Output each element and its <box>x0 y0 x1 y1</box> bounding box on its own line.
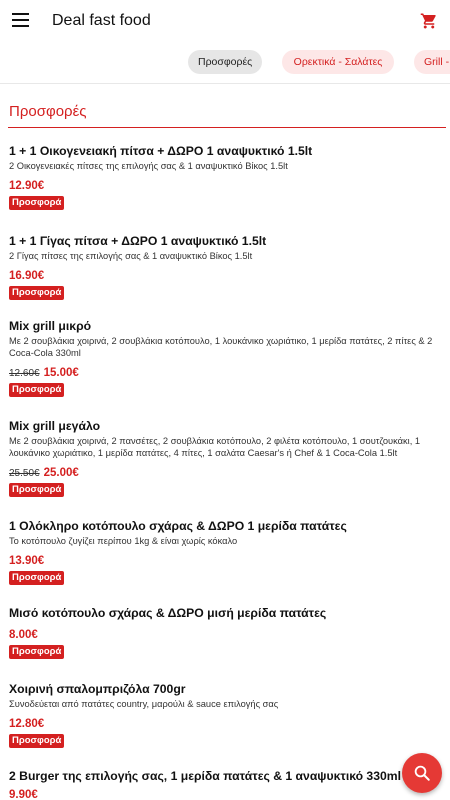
price-row <box>9 268 449 282</box>
item-old-price: 12.60€ <box>9 368 40 379</box>
price-row <box>9 465 449 479</box>
offer-badge: Προσφορά <box>9 734 64 748</box>
tab-offers[interactable]: Προσφορές <box>188 50 262 74</box>
item-name: Χοιρινή σπαλομπριζόλα 700gr <box>9 682 186 696</box>
price-row <box>9 787 449 800</box>
tab-grill[interactable]: Grill - <box>414 50 450 74</box>
category-tabs <box>0 50 450 76</box>
price-row <box>9 365 449 379</box>
section-title: Προσφορές <box>9 103 87 120</box>
offer-badge: Προσφορά <box>9 286 64 300</box>
item-price: 15.00€ <box>43 367 79 379</box>
menu-item[interactable] <box>9 144 449 210</box>
menu-item[interactable] <box>9 519 449 585</box>
item-price: 8.00€ <box>9 629 38 641</box>
item-price: 16.90€ <box>9 270 45 282</box>
hamburger-menu-icon[interactable] <box>12 13 29 27</box>
item-old-price: 25.50€ <box>9 468 40 479</box>
item-description: Συνοδεύεται από πατάτες country, μαρούλι & sauce επιλογής σας <box>9 699 279 709</box>
item-name: 2 Burger της επιλογής σας, 1 μερίδα πατάτες & 1 αναψυκτικό 330ml <box>9 769 401 783</box>
item-name: Mix grill μεγάλο <box>9 419 101 433</box>
item-price: 13.90€ <box>9 555 45 567</box>
item-description: Το κοτόπουλο ζυγίζει περίπου 1kg & είναι χωρίς κόκαλο <box>9 536 238 546</box>
search-button[interactable] <box>402 753 442 793</box>
item-price: 25.00€ <box>43 467 79 479</box>
item-name: 1 Ολόκληρο κοτόπουλο σχάρας & ΔΩΡΟ 1 μερίδα πατάτες <box>9 519 347 533</box>
item-description: 2 Γίγας πίτσες της επιλογής σας & 1 αναψυκτικό Βίκος 1.5lt <box>9 251 253 261</box>
offer-badge: Προσφορά <box>9 571 64 585</box>
tab-appetizers-salads[interactable]: Ορεκτικά - Σαλάτες <box>282 50 394 74</box>
item-description: 2 Οικογενειακές πίτσες της επιλογής σας & 1 αναψυκτικό Βίκος 1.5lt <box>9 161 288 171</box>
item-description: Με 2 σουβλάκια χοιρινά, 2 πανσέτες, 2 σουβλάκια κοτόπουλο, 2 φιλέτα κοτόπουλο, 1 σουτζουκάκι, 1 λουκάνικο χωριάτικο, 1 μερίδα πατάτες, 4 πίτες, 1 σαλάτα Caesar's ή Chef & 1 Coca-Cola 1.5lt <box>9 436 421 458</box>
price-row <box>9 178 449 192</box>
price-row <box>9 553 449 567</box>
menu-item[interactable] <box>9 606 449 659</box>
menu-item[interactable] <box>9 769 449 800</box>
app-title: Deal fast food <box>52 12 151 29</box>
price-row <box>9 627 449 641</box>
item-price: 9.90€ <box>9 789 38 800</box>
item-price: 12.90€ <box>9 180 45 192</box>
offer-badge: Προσφορά <box>9 383 64 397</box>
search-icon <box>413 764 431 782</box>
item-name: Μισό κοτόπουλο σχάρας & ΔΩΡΟ μισή μερίδα πατάτες <box>9 606 327 620</box>
offer-badge: Προσφορά <box>9 196 64 210</box>
menu-item[interactable] <box>9 234 449 300</box>
menu-item[interactable] <box>9 419 449 497</box>
item-name: 1 + 1 Γίγας πίτσα + ΔΩΡΟ 1 αναψυκτικό 1.5lt <box>9 234 267 248</box>
item-name: 1 + 1 Οικογενειακή πίτσα + ΔΩΡΟ 1 αναψυκτικό 1.5lt <box>9 144 313 158</box>
shopping-cart-icon[interactable] <box>420 12 438 30</box>
offer-badge: Προσφορά <box>9 645 64 659</box>
menu-item[interactable] <box>9 319 449 397</box>
menu-item[interactable] <box>9 682 449 748</box>
item-price: 12.80€ <box>9 718 45 730</box>
item-name: Mix grill μικρό <box>9 319 92 333</box>
item-description: Με 2 σουβλάκια χοιρινά, 2 σουβλάκια κοτόπουλο, 1 λουκάνικο χωριάτικο, 1 μερίδα πατάτες, 2 πίτες & 2 Coca-Cola 330ml <box>9 336 433 358</box>
offer-badge: Προσφορά <box>9 483 64 497</box>
price-row <box>9 716 449 730</box>
section-underline <box>8 127 446 128</box>
header-divider <box>0 83 450 84</box>
app-bar <box>0 0 450 44</box>
